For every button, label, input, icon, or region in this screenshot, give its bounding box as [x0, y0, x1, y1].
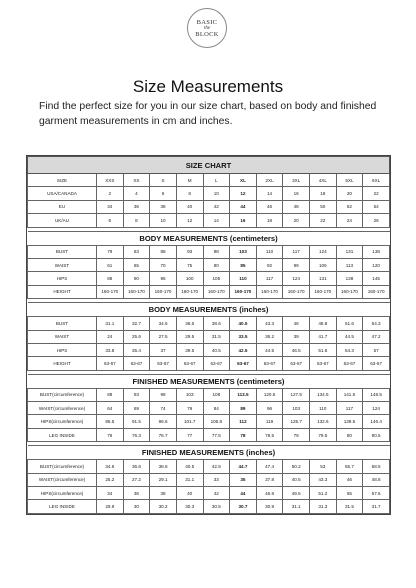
value-cell: 34.6 — [97, 460, 124, 473]
value-cell: 79 — [176, 402, 203, 415]
body-cm-heading — [28, 231, 390, 245]
logo-text-bottom: BLOCK — [195, 30, 219, 38]
value-cell: XXS — [97, 174, 124, 187]
value-cell: 78.5 — [256, 428, 283, 441]
value-cell: 36 — [123, 200, 150, 213]
value-cell: 63-67 — [230, 357, 257, 370]
value-cell: 42.5 — [203, 460, 230, 473]
value-cell: 63-67 — [336, 357, 363, 370]
body-in-row — [28, 357, 390, 370]
value-cell: 113 — [336, 258, 363, 271]
value-cell: 6XL — [363, 174, 390, 187]
value-cell: 134.5 — [310, 388, 337, 401]
value-cell: 76 — [97, 428, 124, 441]
value-cell: 146.4 — [363, 415, 390, 428]
body-in-heading-title: BODY MEASUREMENTS (inches) — [28, 303, 390, 317]
value-cell: 80 — [336, 428, 363, 441]
value-cell: 34.6 — [150, 317, 177, 330]
value-cell: 31.1 — [176, 473, 203, 486]
body-in-row — [28, 330, 390, 343]
row-label: USA/CANADA — [28, 187, 97, 200]
value-cell: 2 — [97, 187, 124, 200]
value-cell: 36.6 — [176, 317, 203, 330]
value-cell: 6 — [97, 214, 124, 227]
value-cell: 29.1 — [150, 473, 177, 486]
value-cell: 41.7 — [310, 330, 337, 343]
value-cell: 138 — [336, 272, 363, 285]
row-label: LEG INSIDE — [28, 428, 97, 441]
value-cell: 64 — [97, 402, 124, 415]
value-cell: 46 — [256, 200, 283, 213]
value-cell: 29.5 — [176, 330, 203, 343]
value-cell: 95 — [150, 272, 177, 285]
value-cell: 44.7 — [230, 460, 257, 473]
value-cell: 39.5 — [176, 343, 203, 356]
value-cell: 69 — [123, 402, 150, 415]
value-cell: 103 — [176, 388, 203, 401]
value-cell: 77 — [176, 428, 203, 441]
body-in-row — [28, 343, 390, 356]
value-cell: 26 — [363, 214, 390, 227]
finished-in-row — [28, 500, 390, 513]
row-label: BUST(circumference) — [28, 460, 97, 473]
value-cell: 8 — [176, 187, 203, 200]
value-cell: 76.3 — [123, 428, 150, 441]
value-cell: 131 — [336, 245, 363, 258]
value-cell: 54.3 — [336, 343, 363, 356]
finished-cm-heading — [28, 374, 390, 388]
row-label: HIPS — [28, 343, 97, 356]
value-cell: 30.7 — [230, 500, 257, 513]
size-conversion-row — [28, 200, 390, 213]
value-cell: 16 — [283, 187, 310, 200]
intro-text: Find the perfect size for you in our size chart, based on body and finished garment measurements in cm and inches. — [39, 101, 377, 127]
value-cell: 160-170 — [283, 285, 310, 298]
value-cell: XS — [123, 174, 150, 187]
value-cell: 148.5 — [363, 388, 390, 401]
value-cell: 34 — [97, 200, 124, 213]
value-cell: 14 — [256, 187, 283, 200]
value-cell: 100 — [176, 272, 203, 285]
finished-in-row — [28, 460, 390, 473]
row-label: HEIGHT — [28, 357, 97, 370]
value-cell: 77.5 — [203, 428, 230, 441]
value-cell: 12 — [176, 214, 203, 227]
value-cell: 46 — [283, 317, 310, 330]
value-cell: 63-67 — [150, 357, 177, 370]
value-cell: 54 — [363, 200, 390, 213]
value-cell: 93 — [176, 245, 203, 258]
value-cell: 29.9 — [97, 500, 124, 513]
value-cell: 14 — [203, 214, 230, 227]
value-cell: 2XL — [256, 174, 283, 187]
value-cell: 160-170 — [363, 285, 390, 298]
value-cell: 117 — [336, 402, 363, 415]
value-cell: 63-67 — [256, 357, 283, 370]
value-cell: 139.5 — [336, 415, 363, 428]
row-label: BUST(circumference) — [28, 388, 97, 401]
value-cell: 132.6 — [310, 415, 337, 428]
value-cell: 20 — [336, 187, 363, 200]
value-cell: 124 — [363, 402, 390, 415]
value-cell: 44 — [230, 200, 257, 213]
value-cell: 63-67 — [310, 357, 337, 370]
value-cell: 84 — [203, 402, 230, 415]
value-cell: 38.6 — [203, 317, 230, 330]
value-cell: 25.6 — [123, 330, 150, 343]
value-cell: 18 — [256, 214, 283, 227]
value-cell: 40.5 — [203, 343, 230, 356]
value-cell: 74 — [150, 402, 177, 415]
size-chart-sheet — [26, 155, 391, 515]
value-cell: 105 — [203, 272, 230, 285]
value-cell: 63-67 — [363, 357, 390, 370]
row-label: HEIGHT — [28, 285, 97, 298]
body-cm-row — [28, 272, 390, 285]
value-cell: 40.5 — [176, 460, 203, 473]
value-cell: 48.8 — [310, 317, 337, 330]
row-label: WAIST — [28, 258, 97, 271]
row-label: LEG INSIDE — [28, 500, 97, 513]
value-cell: 43.3 — [310, 473, 337, 486]
value-cell: 10 — [150, 214, 177, 227]
value-cell: 50.2 — [283, 460, 310, 473]
value-cell: 145 — [363, 272, 390, 285]
value-cell: 93 — [123, 388, 150, 401]
value-cell: 80.5 — [363, 428, 390, 441]
value-cell: 119 — [256, 415, 283, 428]
value-cell: 31.1 — [283, 500, 310, 513]
value-cell: 79 — [97, 245, 124, 258]
value-cell: 86.5 — [97, 415, 124, 428]
value-cell: 51.2 — [310, 487, 337, 500]
value-cell: 3XL — [283, 174, 310, 187]
row-label: UK/AU — [28, 214, 97, 227]
finished-cm-row — [28, 402, 390, 415]
value-cell: 35 — [230, 473, 257, 486]
value-cell: 76.7 — [150, 428, 177, 441]
body-cm-heading-title: BODY MEASUREMENTS (centimeters) — [28, 231, 390, 245]
size-chart-table — [27, 156, 390, 514]
value-cell: 51.6 — [310, 343, 337, 356]
value-cell: 40 — [176, 200, 203, 213]
value-cell: 40.5 — [230, 317, 257, 330]
row-label: BUST — [28, 317, 97, 330]
value-cell: 61 — [97, 258, 124, 271]
value-cell: 90 — [123, 272, 150, 285]
value-cell: 63-67 — [97, 357, 124, 370]
value-cell: 42 — [203, 487, 230, 500]
value-cell: 31.7 — [363, 500, 390, 513]
finished-in-heading-title: FINISHED MEASUREMENTS (inches) — [28, 446, 390, 460]
value-cell: 54.3 — [363, 317, 390, 330]
row-label: HIPS(circumference) — [28, 415, 97, 428]
value-cell: 79 — [283, 428, 310, 441]
value-cell: 44.5 — [256, 343, 283, 356]
value-cell: 55 — [336, 487, 363, 500]
body-cm-row — [28, 258, 390, 271]
value-cell: 55.7 — [336, 460, 363, 473]
value-cell: 47.2 — [363, 330, 390, 343]
value-cell: 85 — [230, 258, 257, 271]
value-cell: 31.5 — [336, 500, 363, 513]
value-cell: 160-170 — [176, 285, 203, 298]
value-cell: 101.7 — [176, 415, 203, 428]
value-cell: 91.5 — [123, 415, 150, 428]
value-cell: 160-170 — [336, 285, 363, 298]
row-label: HIPS — [28, 272, 97, 285]
value-cell: 30.5 — [203, 500, 230, 513]
body-in-row — [28, 317, 390, 330]
finished-in-heading — [28, 446, 390, 460]
value-cell: M — [176, 174, 203, 187]
value-cell: 88 — [97, 388, 124, 401]
value-cell: 31.5 — [203, 330, 230, 343]
value-cell: 30.3 — [176, 500, 203, 513]
value-cell: 30 — [123, 500, 150, 513]
value-cell: 79.5 — [310, 428, 337, 441]
size-conversion-row — [28, 214, 390, 227]
value-cell: 5XL — [336, 174, 363, 187]
value-cell: 34 — [97, 487, 124, 500]
value-cell: 22 — [363, 187, 390, 200]
value-cell: 46.8 — [256, 487, 283, 500]
value-cell: 37.8 — [256, 473, 283, 486]
value-cell: 58.5 — [363, 460, 390, 473]
value-cell: 57 — [363, 343, 390, 356]
value-cell: 16 — [230, 214, 257, 227]
value-cell: 120 — [363, 258, 390, 271]
value-cell: 36.6 — [123, 460, 150, 473]
value-cell: 32.7 — [123, 317, 150, 330]
value-cell: 160-170 — [230, 285, 257, 298]
brand-logo — [187, 8, 227, 48]
row-label: BUST — [28, 245, 97, 258]
value-cell: 35.4 — [123, 343, 150, 356]
value-cell: 33.5 — [230, 330, 257, 343]
value-cell: 38 — [150, 200, 177, 213]
row-label: HIPS(circumference) — [28, 487, 97, 500]
value-cell: 38.6 — [150, 460, 177, 473]
value-cell: 160-170 — [256, 285, 283, 298]
value-cell: 98 — [150, 388, 177, 401]
value-cell: 12 — [230, 187, 257, 200]
body-cm-row — [28, 285, 390, 298]
value-cell: 52 — [336, 200, 363, 213]
row-label: WAIST(circumference) — [28, 402, 97, 415]
logo-text-top: BASIC — [196, 18, 218, 26]
value-cell: 117 — [283, 245, 310, 258]
value-cell: 27.2 — [123, 473, 150, 486]
value-cell: 33.8 — [97, 343, 124, 356]
value-cell: 65 — [123, 258, 150, 271]
value-cell: 98 — [203, 245, 230, 258]
value-cell: 36.2 — [256, 330, 283, 343]
value-cell: 44 — [230, 487, 257, 500]
value-cell: 86 — [97, 272, 124, 285]
finished-cm-row — [28, 415, 390, 428]
value-cell: 160-170 — [150, 285, 177, 298]
value-cell: 24 — [336, 214, 363, 227]
value-cell: 31.1 — [97, 317, 124, 330]
value-cell: 37 — [150, 343, 177, 356]
value-cell: 27.5 — [150, 330, 177, 343]
value-cell: 49.5 — [283, 487, 310, 500]
size-conversion-row — [28, 187, 390, 200]
value-cell: 63-67 — [283, 357, 310, 370]
value-cell: 89 — [230, 402, 257, 415]
value-cell: 138 — [363, 245, 390, 258]
row-label: EU — [28, 200, 97, 213]
value-cell: 20 — [283, 214, 310, 227]
value-cell: 63-67 — [176, 357, 203, 370]
value-cell: 131 — [310, 272, 337, 285]
finished-cm-heading-title: FINISHED MEASUREMENTS (centimeters) — [28, 374, 390, 388]
value-cell: 88 — [150, 245, 177, 258]
value-cell: 106 — [310, 258, 337, 271]
value-cell: 80 — [203, 258, 230, 271]
value-cell: 44.5 — [336, 330, 363, 343]
value-cell: 99 — [283, 258, 310, 271]
value-cell: 160-170 — [310, 285, 337, 298]
size-chart-heading — [28, 157, 390, 174]
value-cell: 30.9 — [256, 500, 283, 513]
value-cell: 110 — [310, 402, 337, 415]
value-cell: 22 — [310, 214, 337, 227]
value-cell: 125.7 — [283, 415, 310, 428]
value-cell: 36 — [123, 487, 150, 500]
value-cell: 46 — [336, 473, 363, 486]
value-cell: 48 — [283, 200, 310, 213]
value-cell: XL — [230, 174, 257, 187]
value-cell: 83 — [123, 245, 150, 258]
value-cell: 47.4 — [256, 460, 283, 473]
value-cell: 110 — [256, 245, 283, 258]
value-cell: 124 — [310, 245, 337, 258]
row-label: WAIST — [28, 330, 97, 343]
value-cell: 24 — [97, 330, 124, 343]
value-cell: 53 — [310, 460, 337, 473]
value-cell: 120.5 — [256, 388, 283, 401]
value-cell: 63-67 — [123, 357, 150, 370]
value-cell: 42 — [203, 200, 230, 213]
finished-cm-row — [28, 388, 390, 401]
row-label: SIZE — [28, 174, 97, 187]
value-cell: 127.5 — [283, 388, 310, 401]
value-cell: 50 — [310, 200, 337, 213]
value-cell: 112 — [230, 415, 257, 428]
value-cell: 18 — [310, 187, 337, 200]
finished-in-row — [28, 473, 390, 486]
body-in-heading — [28, 303, 390, 317]
value-cell: 40.5 — [283, 473, 310, 486]
value-cell: 110 — [230, 272, 257, 285]
value-cell: 141.5 — [336, 388, 363, 401]
value-cell: 78 — [230, 428, 257, 441]
value-cell: 48.8 — [363, 473, 390, 486]
value-cell: 117 — [256, 272, 283, 285]
value-cell: 96 — [256, 402, 283, 415]
value-cell: 113.5 — [230, 388, 257, 401]
body-cm-row — [28, 245, 390, 258]
value-cell: 160-170 — [123, 285, 150, 298]
value-cell: 30.2 — [150, 500, 177, 513]
finished-cm-row — [28, 428, 390, 441]
size-chart-heading-title: SIZE CHART — [28, 157, 390, 174]
value-cell: 4 — [123, 187, 150, 200]
value-cell: S — [150, 174, 177, 187]
value-cell: 46.5 — [283, 343, 310, 356]
value-cell: 103 — [283, 402, 310, 415]
value-cell: 6 — [150, 187, 177, 200]
value-cell: 4XL — [310, 174, 337, 187]
size-header-row — [28, 174, 390, 187]
value-cell: 51.6 — [336, 317, 363, 330]
value-cell: 124 — [283, 272, 310, 285]
value-cell: 8 — [123, 214, 150, 227]
value-cell: 106.8 — [203, 415, 230, 428]
page-title: Size Measurements — [132, 77, 284, 96]
value-cell: 160-170 — [97, 285, 124, 298]
value-cell: 31.3 — [310, 500, 337, 513]
logo-text-middle: the — [203, 25, 211, 31]
finished-in-row — [28, 487, 390, 500]
value-cell: 108 — [203, 388, 230, 401]
value-cell: 75 — [176, 258, 203, 271]
value-cell: 57.6 — [363, 487, 390, 500]
value-cell: 160-170 — [203, 285, 230, 298]
value-cell: 33 — [203, 473, 230, 486]
value-cell: 92 — [256, 258, 283, 271]
value-cell: 40 — [176, 487, 203, 500]
value-cell: 25.2 — [97, 473, 124, 486]
value-cell: 63-67 — [203, 357, 230, 370]
value-cell: 10 — [203, 187, 230, 200]
value-cell: L — [203, 174, 230, 187]
value-cell: 38 — [150, 487, 177, 500]
value-cell: 39 — [283, 330, 310, 343]
value-cell: 96.6 — [150, 415, 177, 428]
value-cell: 70 — [150, 258, 177, 271]
row-label: WAIST(circumference) — [28, 473, 97, 486]
value-cell: 43.3 — [256, 317, 283, 330]
value-cell: 103 — [230, 245, 257, 258]
value-cell: 42.5 — [230, 343, 257, 356]
